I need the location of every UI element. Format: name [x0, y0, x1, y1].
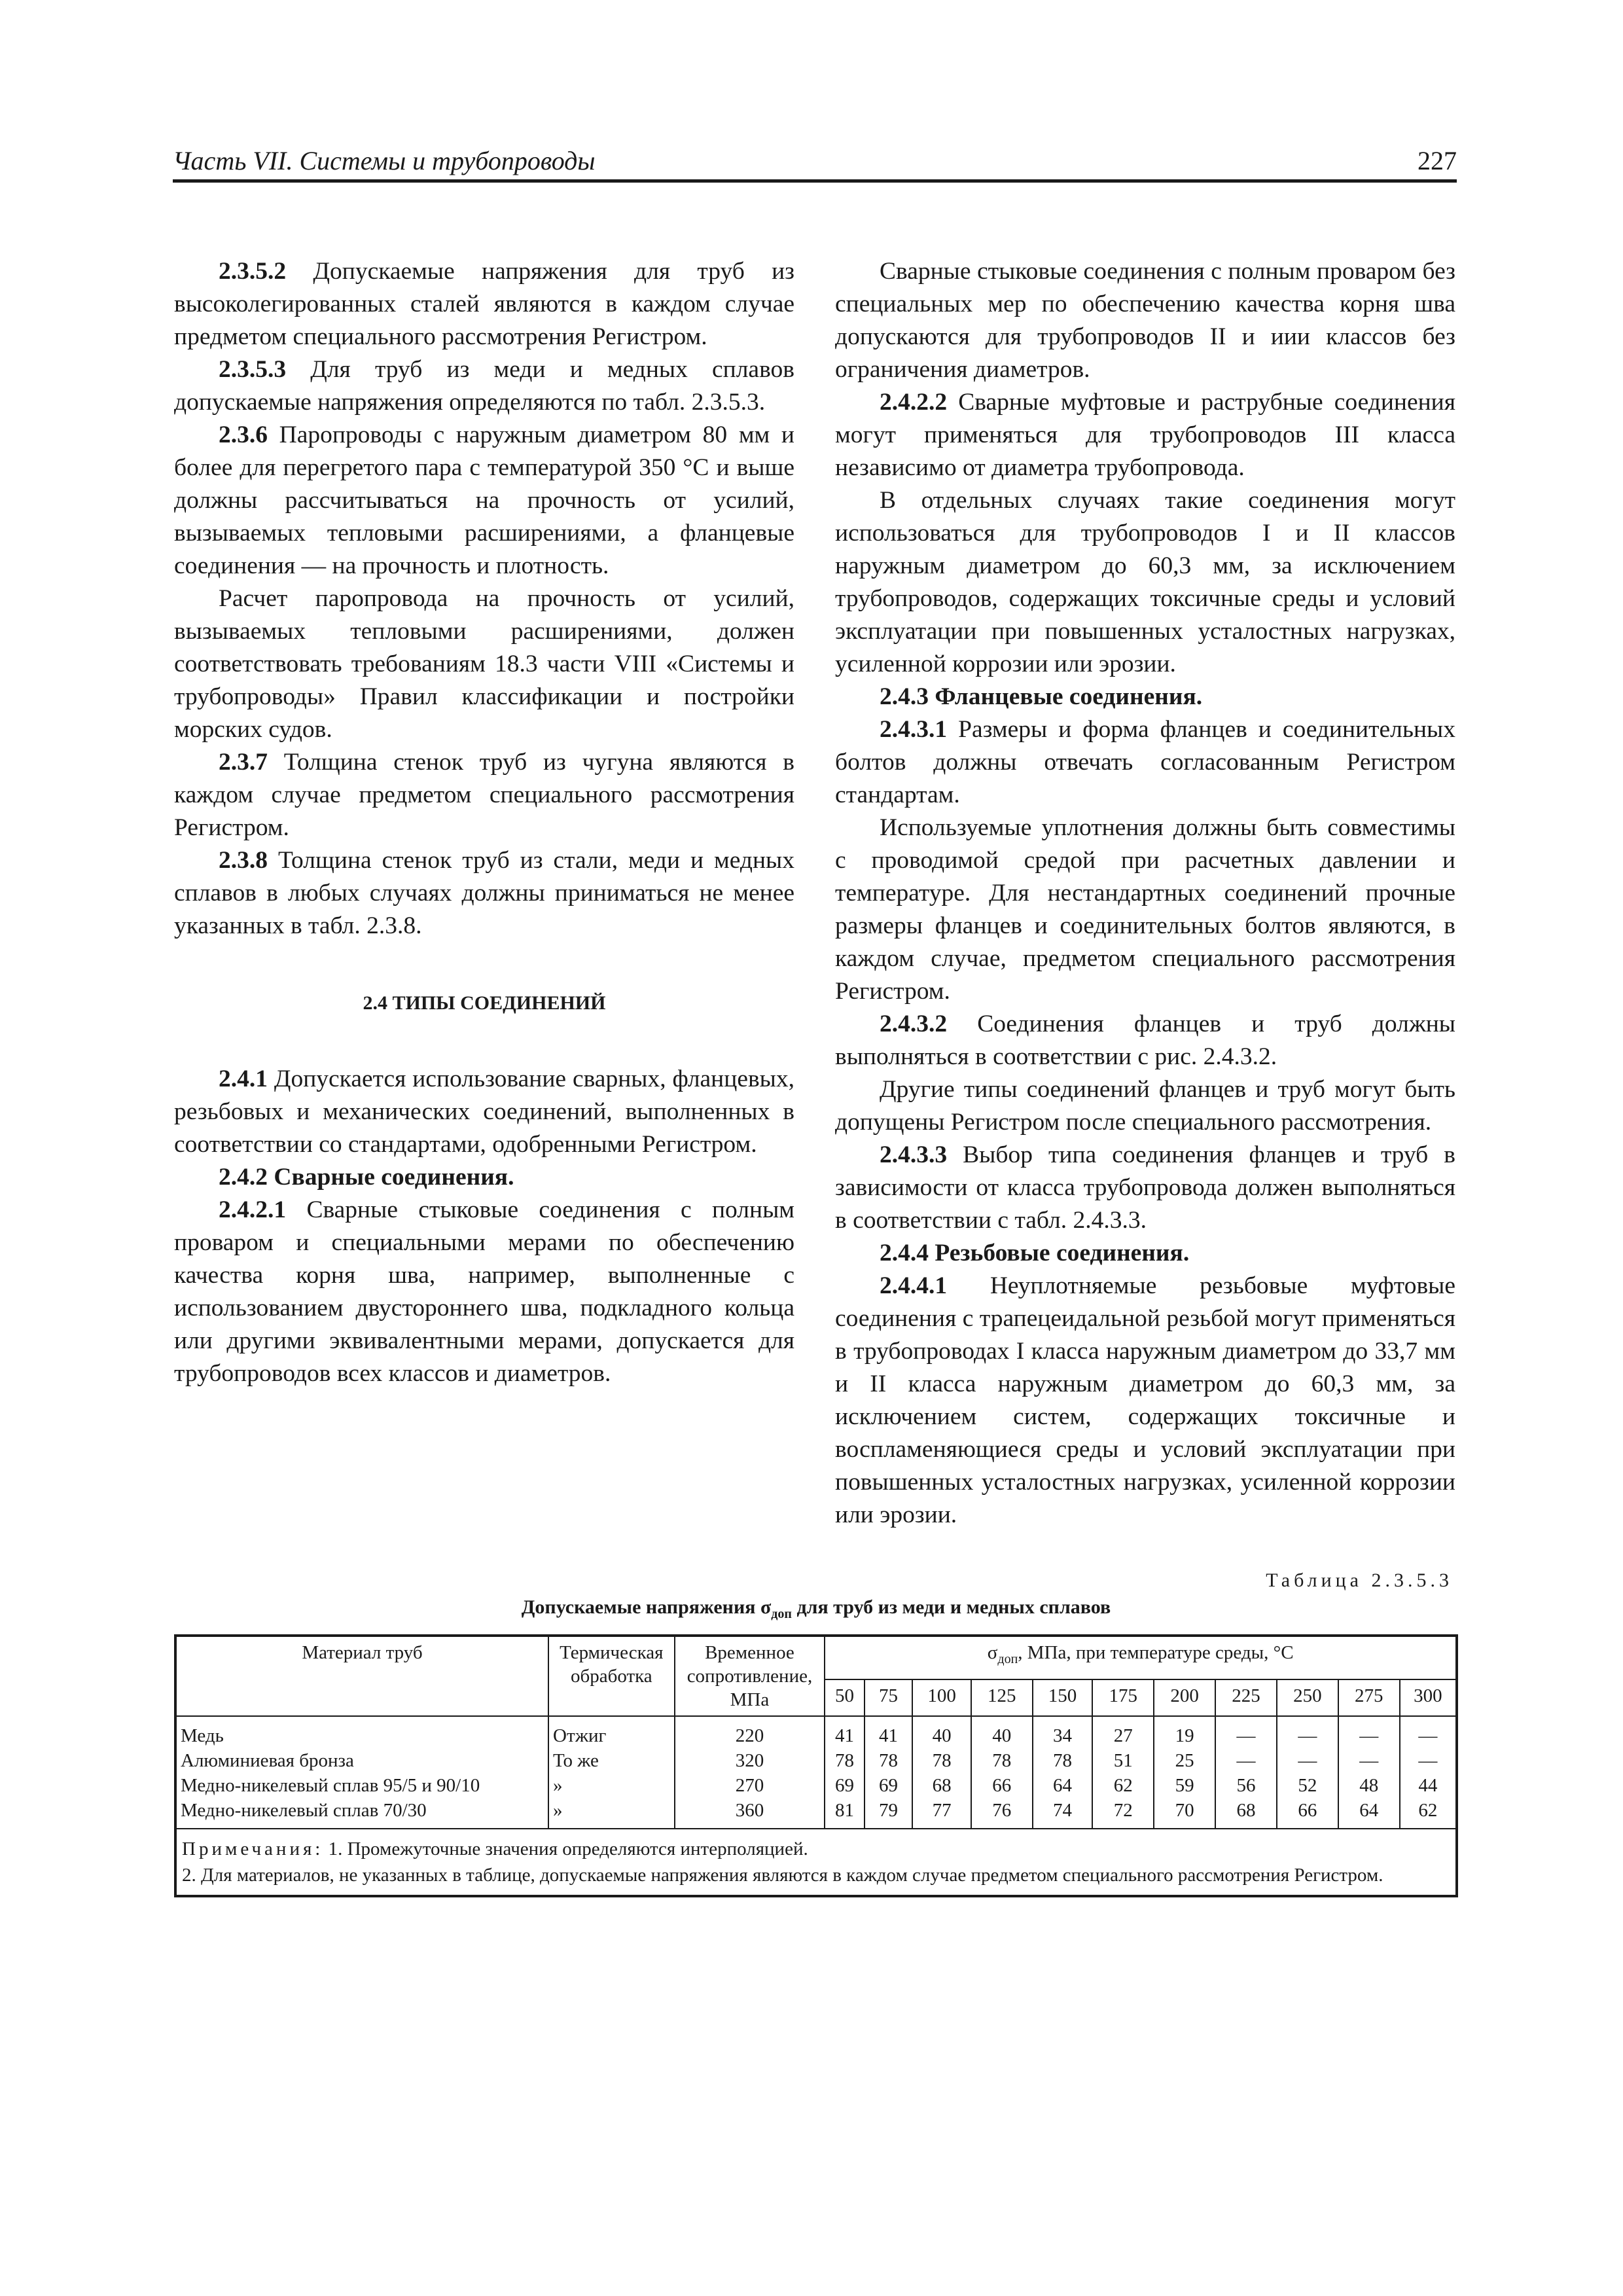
cell-strength: 270: [675, 1773, 825, 1798]
cell-stress-value: 27: [1092, 1716, 1154, 1748]
cell-stress-value: 44: [1400, 1773, 1457, 1798]
cell-stress-value: 70: [1154, 1798, 1215, 1829]
cell-material: Алюминиевая бронза: [175, 1748, 548, 1773]
paragraph-2-3-8: 2.3.8 Толщина стенок труб из стали, меди и медных сплавов в любых случаях должны приниматься не менее указанных в табл. 2.3.8.: [174, 847, 794, 939]
left-column: [174, 255, 794, 1390]
cell-stress-value: 78: [1033, 1748, 1093, 1773]
paragraph-2-3-6: 2.3.6 Паропроводы с наружным диаметром 80 мм и более для перегретого пара с температурой 350 °С и выше должны рассчитываться на прочность от усилий, вызываемых тепловыми расширениями, а фланцевые соединения — на прочность и плотность.: [174, 422, 794, 579]
table-body: [175, 1716, 1457, 1829]
cell-stress-value: 68: [1215, 1798, 1277, 1829]
cell-stress-value: —: [1215, 1748, 1277, 1773]
table-label: Таблица 2.3.5.3: [1266, 1570, 1453, 1591]
cell-stress-value: 25: [1154, 1748, 1215, 1773]
temperature-header: 100: [912, 1679, 971, 1716]
cell-stress-value: 78: [971, 1748, 1033, 1773]
cell-stress-value: 77: [912, 1798, 971, 1829]
paragraph-butt-welds: Сварные стыковые соединения с полным проваром без специальных мер по обеспечению качества корня шва допускаются для трубопроводов II и иии классов без ограничения диаметров.: [835, 258, 1455, 383]
paragraph-2-4-3-2: 2.4.3.2 Соединения фланцев и труб должны выполняться в соответствии с рис. 2.4.3.2.: [835, 1011, 1455, 1070]
temperature-header: 125: [971, 1679, 1033, 1716]
cell-strength: 360: [675, 1798, 825, 1829]
cell-stress-value: 56: [1215, 1773, 1277, 1798]
cell-stress-value: —: [1277, 1748, 1338, 1773]
cell-stress-value: 40: [912, 1716, 971, 1748]
page-number: 227: [1418, 146, 1457, 175]
cell-stress-value: 78: [912, 1748, 971, 1773]
cell-stress-value: —: [1277, 1716, 1338, 1748]
cell-strength: 220: [675, 1716, 825, 1748]
cell-stress-value: 76: [971, 1798, 1033, 1829]
paragraph-special-cases: В отдельных случаях такие соединения могут использоваться для трубопроводов I и II классов наружным диаметром до 60,3 мм, за исключением трубопроводов, содержащих токсичные среды и условий эксплуатации при повышенных усталостных нагрузках, усиленной коррозии или эрозии.: [835, 487, 1455, 677]
cell-stress-value: 52: [1277, 1773, 1338, 1798]
table-row: [175, 1798, 1457, 1829]
section-title: 2.4 ТИПЫ СОЕДИНЕНИЙ: [363, 992, 606, 1014]
cell-stress-value: 48: [1338, 1773, 1400, 1798]
table-section: [174, 1568, 1458, 1897]
cell-treatment: Отжиг: [548, 1716, 675, 1748]
cell-stress-value: 40: [971, 1716, 1033, 1748]
cell-material: Медь: [175, 1716, 548, 1748]
cell-strength: 320: [675, 1748, 825, 1773]
cell-stress-value: 72: [1092, 1798, 1154, 1829]
cell-stress-value: 64: [1338, 1798, 1400, 1829]
paragraph-2-4-2-1: 2.4.2.1 Сварные стыковые соединения с полным проваром и специальными мерами по обеспечению качества корня шва, например, выполненные с использованием двустороннего шва, подкладного кольца или другими эквивалентными мерами, допускается для трубопроводов всех классов и диаметров.: [174, 1196, 794, 1387]
cell-stress-value: —: [1215, 1716, 1277, 1748]
cell-stress-value: 62: [1092, 1773, 1154, 1798]
paragraph-2-4-4-1: 2.4.4.1 Неуплотняемые резьбовые муфтовые соединения с трапецеидальной резьбой могут применяться в трубопроводах I класса наружным диаметром до 33,7 мм и II класса наружным диаметром до 60,3 мм, за исключением систем, содержащих токсичные и воспламеняющиеся среды и условий эксплуатации при повышенных усталостных нагрузках, усиленной коррозии или эрозии.: [835, 1272, 1455, 1528]
temperature-header: 225: [1215, 1679, 1277, 1716]
temperature-header: 150: [1033, 1679, 1093, 1716]
cell-stress-value: 34: [1033, 1716, 1093, 1748]
cell-treatment: »: [548, 1773, 675, 1798]
paragraph-2-4-2-2: 2.4.2.2 Сварные муфтовые и раструбные соединения могут применяться для трубопроводов III класса независимо от диаметра трубопровода.: [835, 389, 1455, 481]
table-caption: Допускаемые напряжения $\sigma_{доп}$ для труб из меди и медных сплавов: [521, 1596, 1111, 1621]
running-title: Часть VII. Системы и трубопроводы: [173, 146, 596, 175]
cell-stress-value: 62: [1400, 1798, 1457, 1829]
cell-treatment: То же: [548, 1748, 675, 1773]
cell-stress-value: 19: [1154, 1716, 1215, 1748]
paragraph-2-3-5-2: 2.3.5.2 Допускаемые напряжения для труб из высоколегированных сталей являются в каждом случае предметом специального рассмотрения Регистром.: [174, 258, 794, 350]
cell-material: Медно-никелевый сплав 95/5 и 90/10: [175, 1773, 548, 1798]
page-header: [173, 143, 1457, 183]
cell-stress-value: 69: [865, 1773, 913, 1798]
stress-table: [174, 1634, 1458, 1897]
subsection-heading-2-4-4: 2.4.4 Резьбовые соединения.: [880, 1240, 1190, 1266]
temperature-header: 250: [1277, 1679, 1338, 1716]
cell-stress-value: 64: [1033, 1773, 1093, 1798]
cell-stress-value: —: [1400, 1748, 1457, 1773]
subsection-heading-2-4-2: 2.4.2 Сварные соединения.: [219, 1164, 514, 1191]
cell-stress-value: 78: [865, 1748, 913, 1773]
paragraph-2-4-3-1: 2.4.3.1 Размеры и форма фланцев и соединительных болтов должны отвечать согласованным Регистром стандартам.: [835, 716, 1455, 808]
paragraph-other-flanges: Другие типы соединений фланцев и труб могут быть допущены Регистром после специального рассмотрения.: [835, 1076, 1455, 1136]
cell-stress-value: 66: [971, 1773, 1033, 1798]
header-strength: Временное сопротивление, МПа: [675, 1636, 825, 1716]
right-column: [835, 255, 1455, 1532]
paragraph-gaskets: Используемые уплотнения должны быть совместимы с проводимой средой при расчетных давлении и температуре. Для нестандартных соединений прочные размеры фланцев и соединительных болтов являются, в каждом случае, предметом специального рассмотрения Регистром.: [835, 814, 1455, 1005]
temperature-header: 75: [865, 1679, 913, 1716]
temperature-header: 175: [1092, 1679, 1154, 1716]
temperature-header: 200: [1154, 1679, 1215, 1716]
cell-stress-value: 79: [865, 1798, 913, 1829]
cell-stress-value: —: [1338, 1716, 1400, 1748]
cell-stress-value: 69: [825, 1773, 864, 1798]
note-2: 2. Для материалов, не указанных в таблице, допускаемые напряжения являются в каждом случае предметом специального рассмотрения Регистром.: [182, 1865, 1383, 1886]
cell-treatment: »: [548, 1798, 675, 1829]
notes-label: Примечания:: [182, 1839, 324, 1859]
header-treatment: Термическая обработка: [548, 1636, 675, 1716]
cell-stress-value: 66: [1277, 1798, 1338, 1829]
subsection-heading-2-4-3: 2.4.3 Фланцевые соединения.: [880, 683, 1203, 710]
paragraph-2-3-7: 2.3.7 Толщина стенок труб из чугуна являются в каждом случае предметом специального рассмотрения Регистром.: [174, 749, 794, 841]
table-notes: [175, 1829, 1457, 1896]
table-row: [175, 1773, 1457, 1798]
temperature-header: 300: [1400, 1679, 1457, 1716]
cell-stress-value: —: [1338, 1748, 1400, 1773]
note-1: 1. Промежуточные значения определяются интерполяцией.: [323, 1839, 808, 1859]
cell-stress-value: 51: [1092, 1748, 1154, 1773]
paragraph-2-4-1: 2.4.1 Допускается использование сварных, фланцевых, резьбовых и механических соединений, выполненных в соответствии со стандартами, одобренными Регистром.: [174, 1066, 794, 1158]
cell-material: Медно-никелевый сплав 70/30: [175, 1798, 548, 1829]
cell-stress-value: 68: [912, 1773, 971, 1798]
temperature-header: 275: [1338, 1679, 1400, 1716]
cell-stress-value: 41: [825, 1716, 864, 1748]
paragraph-2-4-3-3: 2.4.3.3 Выбор типа соединения фланцев и труб в зависимости от класса трубопровода должен выполняться в соответствии с табл. 2.4.3.3.: [835, 1141, 1455, 1234]
cell-stress-value: 59: [1154, 1773, 1215, 1798]
temperature-header: 50: [825, 1679, 864, 1716]
cell-stress-value: 74: [1033, 1798, 1093, 1829]
table-row: [175, 1748, 1457, 1773]
paragraph-steam-calc: Расчет паропровода на прочность от усилий, вызываемых тепловыми расширениями, должен соответствовать требованиям 18.3 части VIII «Системы и трубопроводы» Правил классификации и постройки морских судов.: [174, 585, 794, 743]
table-row: [175, 1716, 1457, 1748]
cell-stress-value: 78: [825, 1748, 864, 1773]
cell-stress-value: —: [1400, 1716, 1457, 1748]
cell-stress-value: 41: [865, 1716, 913, 1748]
header-stress: $\sigma_{доп}$, МПа, при температуре среды, °С: [825, 1636, 1457, 1679]
cell-stress-value: 81: [825, 1798, 864, 1829]
header-material: Материал труб: [175, 1636, 548, 1716]
paragraph-2-3-5-3: 2.3.5.3 Для труб из меди и медных сплавов допускаемые напряжения определяются по табл. 2.3.5.3.: [174, 356, 794, 416]
